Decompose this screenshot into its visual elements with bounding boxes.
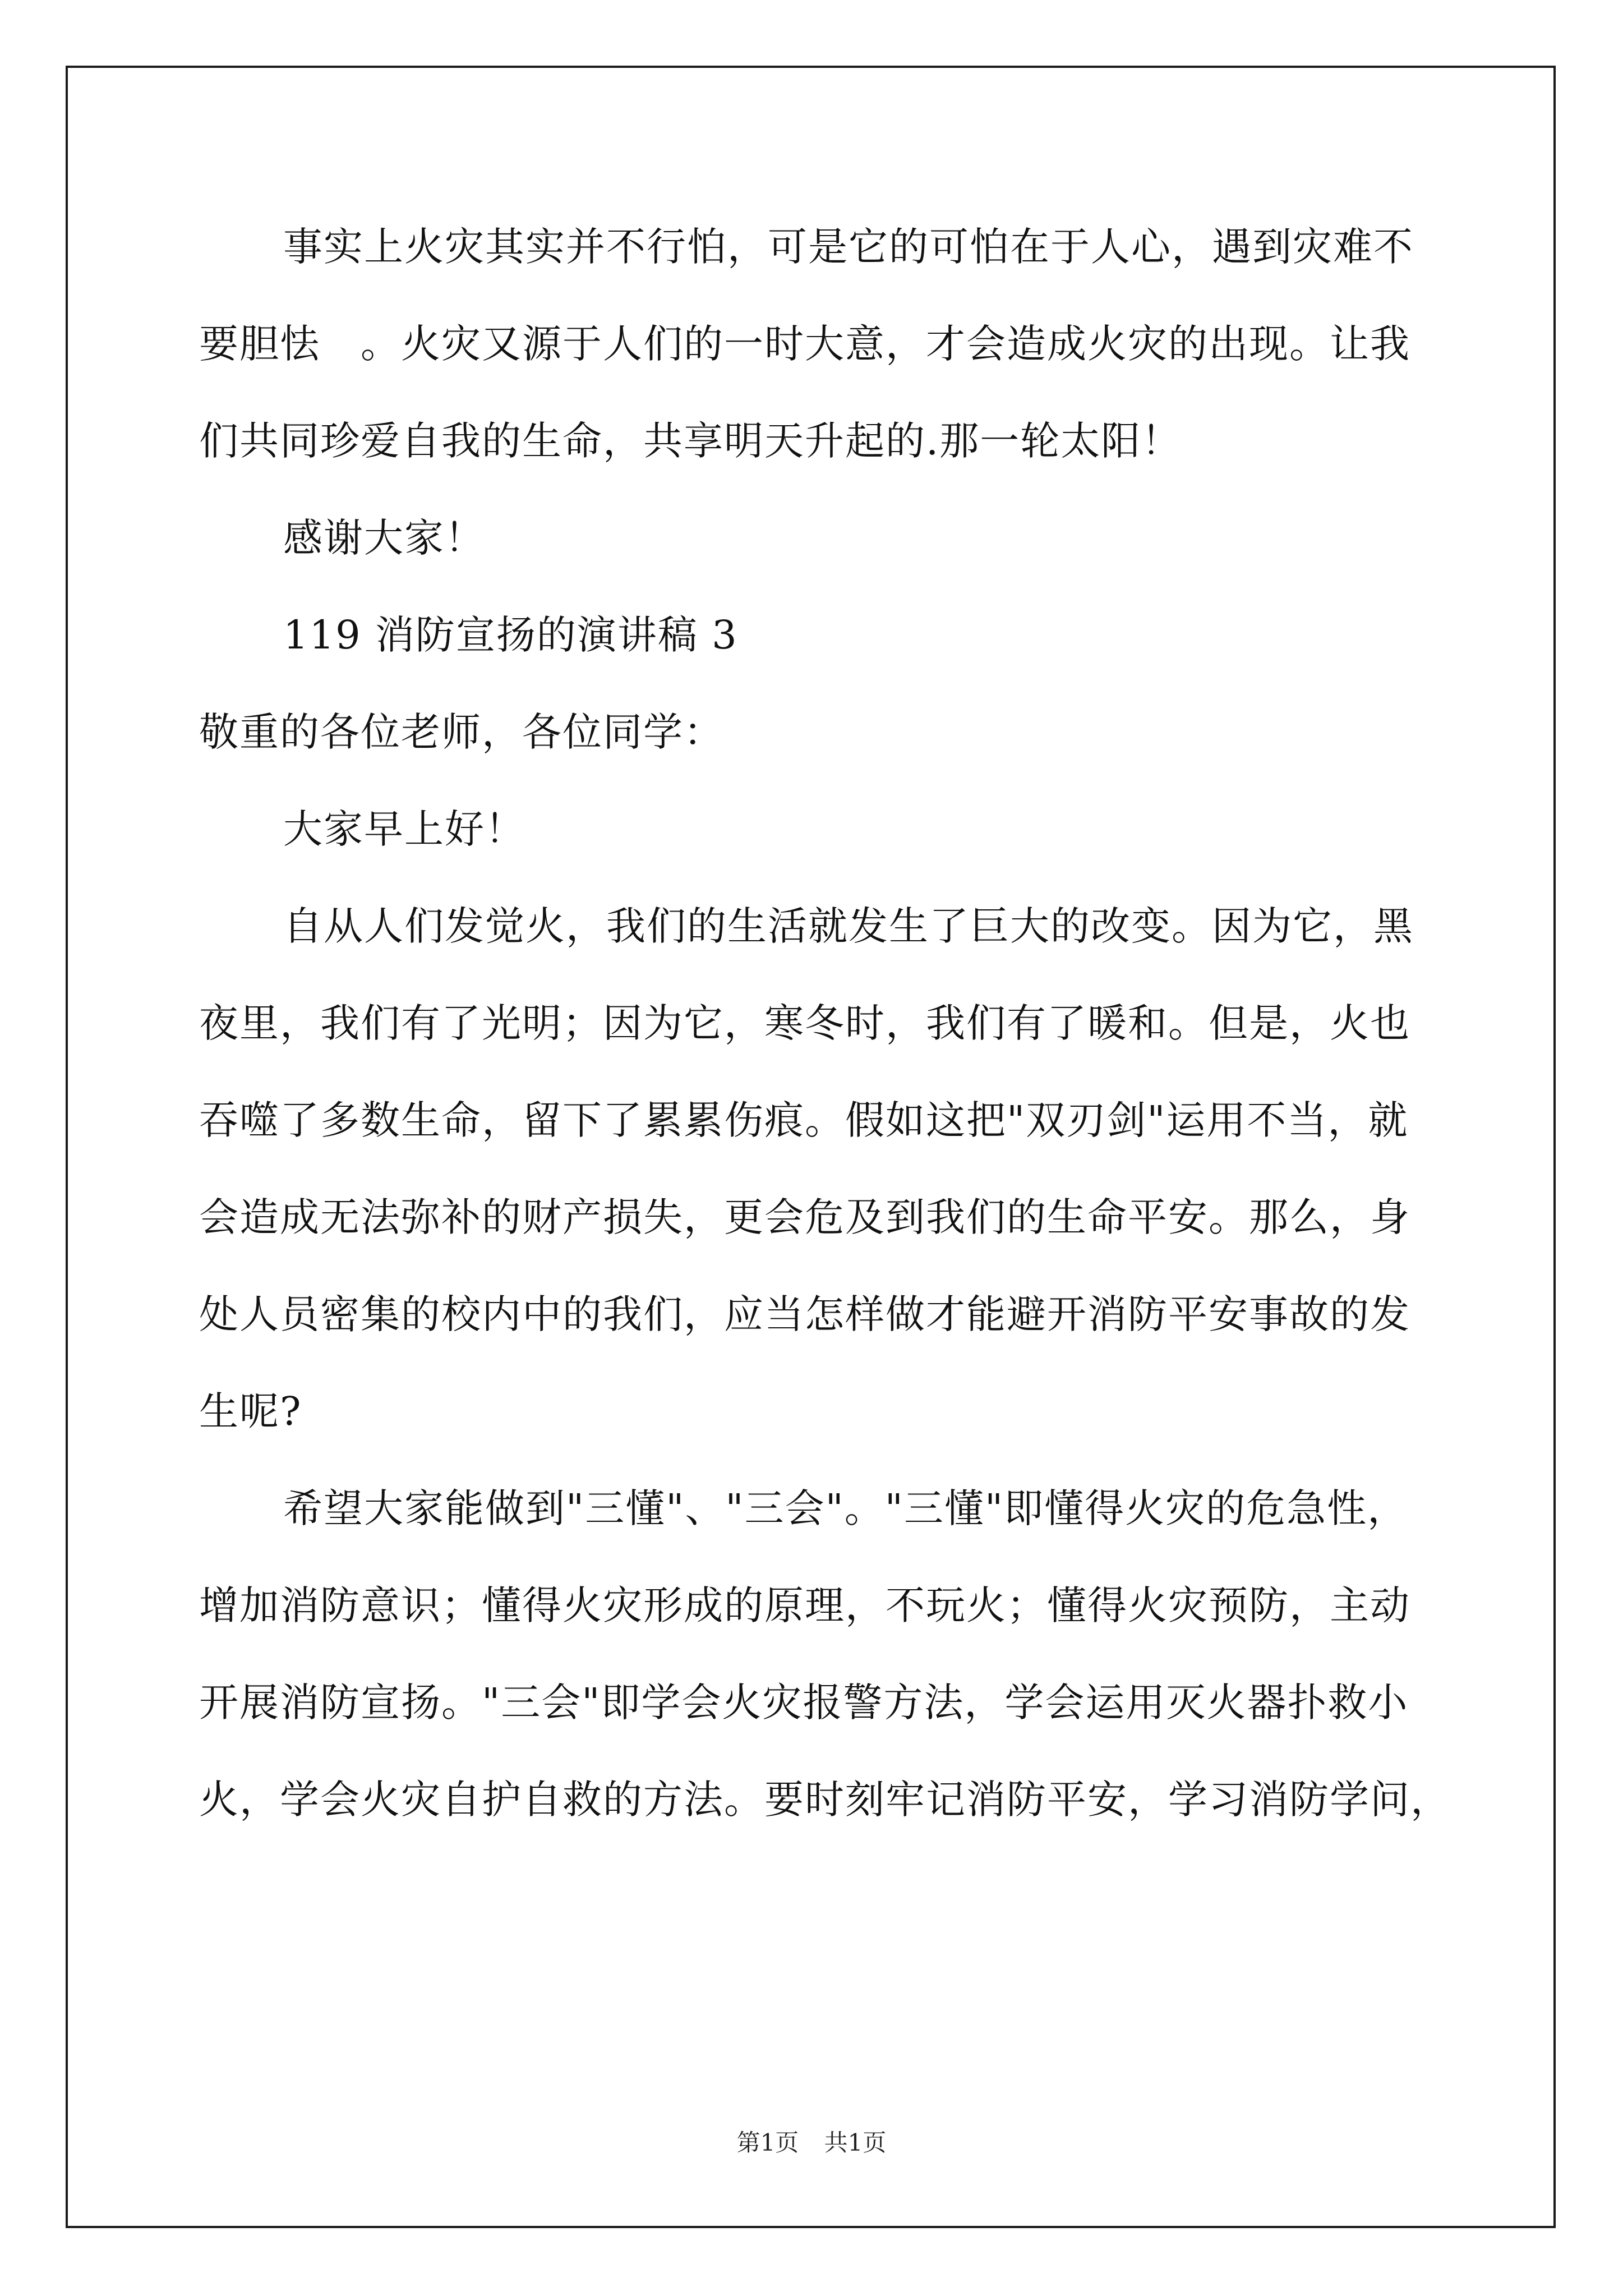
paragraph-line: 们共同珍爱自我的生命，共享明天升起的.那一轮太阳！	[199, 418, 1182, 464]
paragraph-line: 夜里，我们有了光明；因为它，寒冬时，我们有了暖和。但是，火也	[199, 1000, 1410, 1046]
closing-line: 感谢大家！	[283, 515, 485, 561]
paragraph-line: 开展消防宣扬。"三会"即学会火灾报警方法，学会运用灭火器扑救小	[199, 1680, 1409, 1726]
paragraph-line: 事实上火灾其实并不行怕，可是它的可怕在于人心，遇到灾难不	[283, 224, 1414, 270]
paragraph-line: 生呢?	[199, 1388, 302, 1434]
paragraph-line: 要胆怯 。火灾又源于人们的一时大意，才会造成火灾的出现。让我	[199, 321, 1410, 367]
page-total: 共1页	[824, 2129, 887, 2156]
page-number: 第1页	[736, 2129, 799, 2156]
salutation: 敬重的各位老师，各位同学：	[199, 709, 724, 755]
paragraph-line: 自从人们发觉火，我们的生活就发生了巨大的改变。因为它，黑	[283, 903, 1414, 949]
paragraph-line: 吞噬了多数生命，留下了累累伤痕。假如这把"双刃剑"运用不当，就	[199, 1097, 1409, 1143]
section-heading: 119 消防宣扬的演讲稿 3	[283, 612, 738, 658]
page-footer	[0, 2126, 1623, 2160]
paragraph-line: 火，学会火灾自护自救的方法。要时刻牢记消防平安，学习消防学问，	[199, 1777, 1451, 1823]
greeting: 大家早上好！	[283, 806, 525, 852]
paragraph-line: 希望大家能做到"三懂"、"三会"。"三懂"即懂得火灾的危急性，	[283, 1485, 1408, 1531]
paragraph-line: 会造成无法弥补的财产损失，更会危及到我们的生命平安。那么，身	[199, 1194, 1410, 1240]
paragraph-line: 增加消防意识；懂得火灾形成的原理，不玩火；懂得火灾预防，主动	[199, 1582, 1410, 1628]
paragraph-line: 处人员密集的校内中的我们，应当怎样做才能避开消防平安事故的发	[199, 1291, 1410, 1337]
